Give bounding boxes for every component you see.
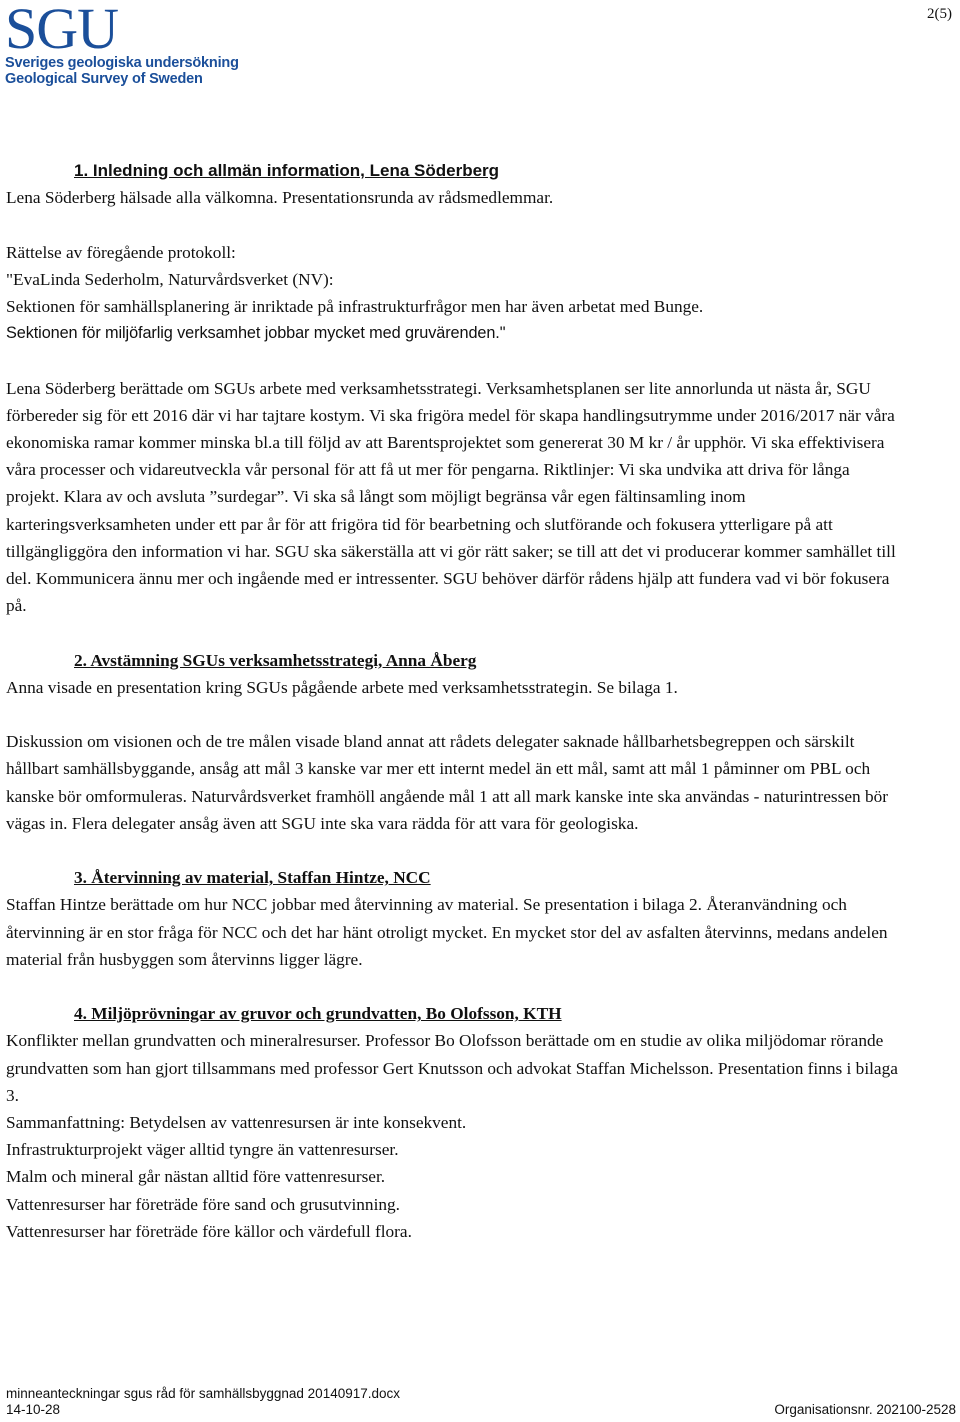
logo-line-swedish: Sveriges geologiska undersökning (5, 55, 239, 71)
section-2-heading: 2. Avstämning SGUs verksamhetsstrategi, Anna Åberg (74, 650, 477, 670)
s1-paragraph-strategy: Lena Söderberg berättade om SGUs arbete med verksamhetsstrategi. Verksamhetsplanen ser lite annorlunda ut nästa år, SGU förbereder sig för ett 2016 där vi har tajtare kostym. Vi ska frigöra medel för skapa handlingsutrymme under 2016/2017 när våra ekonomiska ramar kommer minska bl.a till följd av att Barentsprojektet som genererat 30 M kr / år upphör. Vi ska effektivisera våra processer och vidareutveckla vår personal för att få ut mer för pengarna. Riktlinjer: Vi ska undvika att driva för långa projekt. Klara av och avsluta ”surdegar”. Vi ska så långt som möjligt begränsa vår egen fältinsamling inom karteringsverksamheten under ett par år för att frigöra tid för bearbetning och slutförande och fokusera ytterligare på att tillgängliggöra den information vi har. SGU ska säkerställa att vi gör rätt saker; se till att det vi producerar kommer samhället till del. Kommunicera ännu mer och ingående med er intressenter. SGU behöver därför rådens hjälp att fundera vad vi bör fokusera på. (6, 378, 896, 616)
page-footer (6, 1386, 956, 1418)
s4-line-summary: Sammanfattning: Betydelsen av vattenresursen är inte konsekvent. (6, 1113, 467, 1133)
s1-line-planning: Sektionen för samhällsplanering är inriktade på infrastrukturfrågor men har även arbetat med Bunge. (6, 297, 704, 316)
sgu-logo (5, 0, 245, 87)
footer-org-number: Organisationsnr. 202100-2528 (774, 1402, 956, 1417)
logo-mark: SGU (5, 0, 119, 61)
logo-line-english: Geological Survey of Sweden (5, 71, 203, 87)
s1-line-environment: Sektionen för miljöfarlig verksamhet jobbar mycket med gruvärenden." (6, 324, 506, 343)
s1-line-quote-start: "EvaLinda Sederholm, Naturvårdsverket (NV): (6, 269, 334, 289)
s1-line-correction: Rättelse av föregående protokoll: (6, 242, 236, 262)
s4-paragraph-conflicts: Konflikter mellan grundvatten och mineralresurser. Professor Bo Olofsson berättade om en studie av olika miljödomar rörande grundvatten som han gjort tillsammans med professor Gert Knutsson och advokat Staffan Michelsson. Presentation finns i bilaga 3. (6, 1031, 898, 1105)
s3-paragraph-recycling: Staffan Hintze berättade om hur NCC jobbar med återvinning av material. Se presentation i bilaga 2. Återanvändning och återvinning är en stor fråga för NCC och det har hänt otroligt mycket. En mycket stor del av asfalten återvinns, medans andelen material från husbyggen som återvinns ligger lägre. (6, 895, 888, 969)
page-number: 2(5) (927, 6, 952, 22)
s4-line-sand: Vattenresurser har företräde före sand och grusutvinning. (6, 1194, 400, 1214)
document-body (6, 157, 906, 1245)
section-4-heading: 4. Miljöprövningar av gruvor och grundvatten, Bo Olofsson, KTH (74, 1004, 562, 1024)
s1-line-welcome: Lena Söderberg hälsade alla välkomna. Presentationsrunda av rådsmedlemmar. (6, 188, 554, 208)
footer-date: 14-10-28 (6, 1402, 61, 1417)
footer-filename: minneanteckningar sgus råd för samhällsbyggnad 20140917.docx (6, 1386, 401, 1401)
s4-line-springs: Vattenresurser har företräde före källor och värdefull flora. (6, 1221, 412, 1241)
s2-line-presentation: Anna visade en presentation kring SGUs pågående arbete med verksamhetsstrategin. Se bilaga 1. (6, 677, 678, 697)
s4-line-ore: Malm och mineral går nästan alltid före vattenresurser. (6, 1167, 386, 1187)
section-3-heading: 3. Återvinning av material, Staffan Hintze, NCC (74, 868, 431, 888)
s2-paragraph-discussion: Diskussion om visionen och de tre målen visade bland annat att rådets delegater saknade hållbarhetsbegreppen och särskilt hållbart samhällsbyggande, ansåg att mål 3 kanske var mer ett internt medel än ett mål, samt att mål 1 påminner om PBL och kanske bör omformuleras. Naturvårdsverket framhöll angående mål 1 att all mark kanske inte ska användas - naturintressen bör vägas in. Flera delegater ansåg även att SGU inte ska vara rädda för att vara för geologiska. (6, 732, 889, 833)
s4-line-infrastructure: Infrastrukturprojekt väger alltid tyngre än vattenresurser. (6, 1140, 399, 1160)
section-1-heading: 1. Inledning och allmän information, Lena Söderberg (74, 161, 500, 180)
